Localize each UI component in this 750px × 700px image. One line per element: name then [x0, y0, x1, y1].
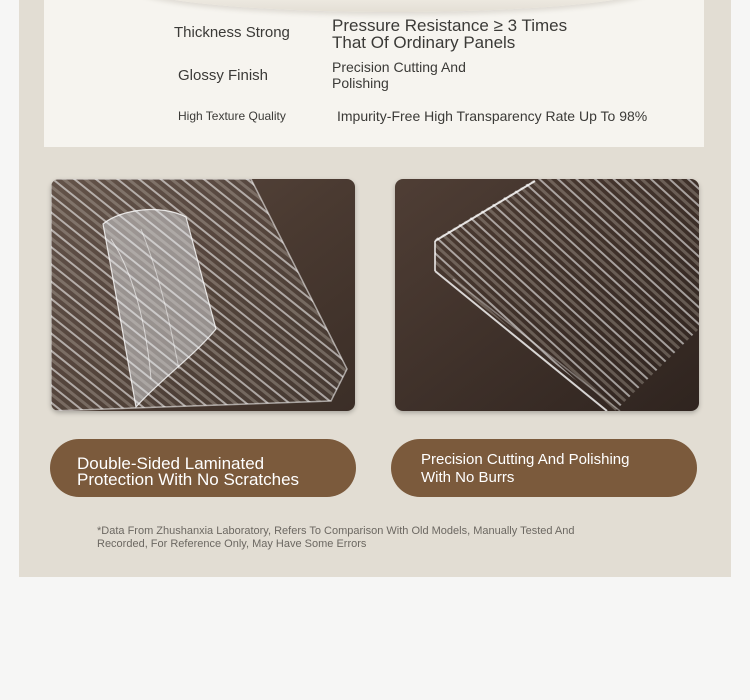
feature-precision-line-2: With No Burrs [421, 469, 515, 486]
pressure-line-2: That Of Ordinary Panels [332, 33, 516, 52]
feature-laminated-line-2: Protection With No Scratches [77, 470, 300, 489]
spec-card [44, 0, 704, 147]
glossy-label: Glossy Finish [178, 67, 269, 84]
transparency-label: Impurity-Free High Transparency Rate Up To 98% [337, 108, 648, 124]
texture-label: High Texture Quality [178, 109, 286, 123]
feature-precision-line-1: Precision Cutting And Polishing [421, 451, 630, 468]
thickness-label: Thickness Strong [174, 24, 290, 41]
footnote [97, 525, 657, 551]
precision-line-2: Polishing [332, 75, 389, 91]
product-edge-decoration [134, 0, 654, 12]
feature-pill-precision [391, 439, 697, 497]
feature-laminated-line-1: Double-Sided Laminated [77, 454, 265, 473]
feature-pill-laminated [50, 439, 356, 497]
footnote-line-2: Recorded, For Reference Only, May Have Some Errors [97, 538, 367, 551]
pressure-line-1: Pressure Resistance ≥ 3 Times [332, 16, 568, 35]
footnote-line-1: *Data From Zhushanxia Laboratory, Refers To Comparison With Old Models, Manually Tested And [97, 525, 575, 537]
polished-panels-photo [395, 179, 699, 411]
laminated-panel-photo [51, 179, 355, 411]
precision-line-1: Precision Cutting And [332, 59, 466, 75]
